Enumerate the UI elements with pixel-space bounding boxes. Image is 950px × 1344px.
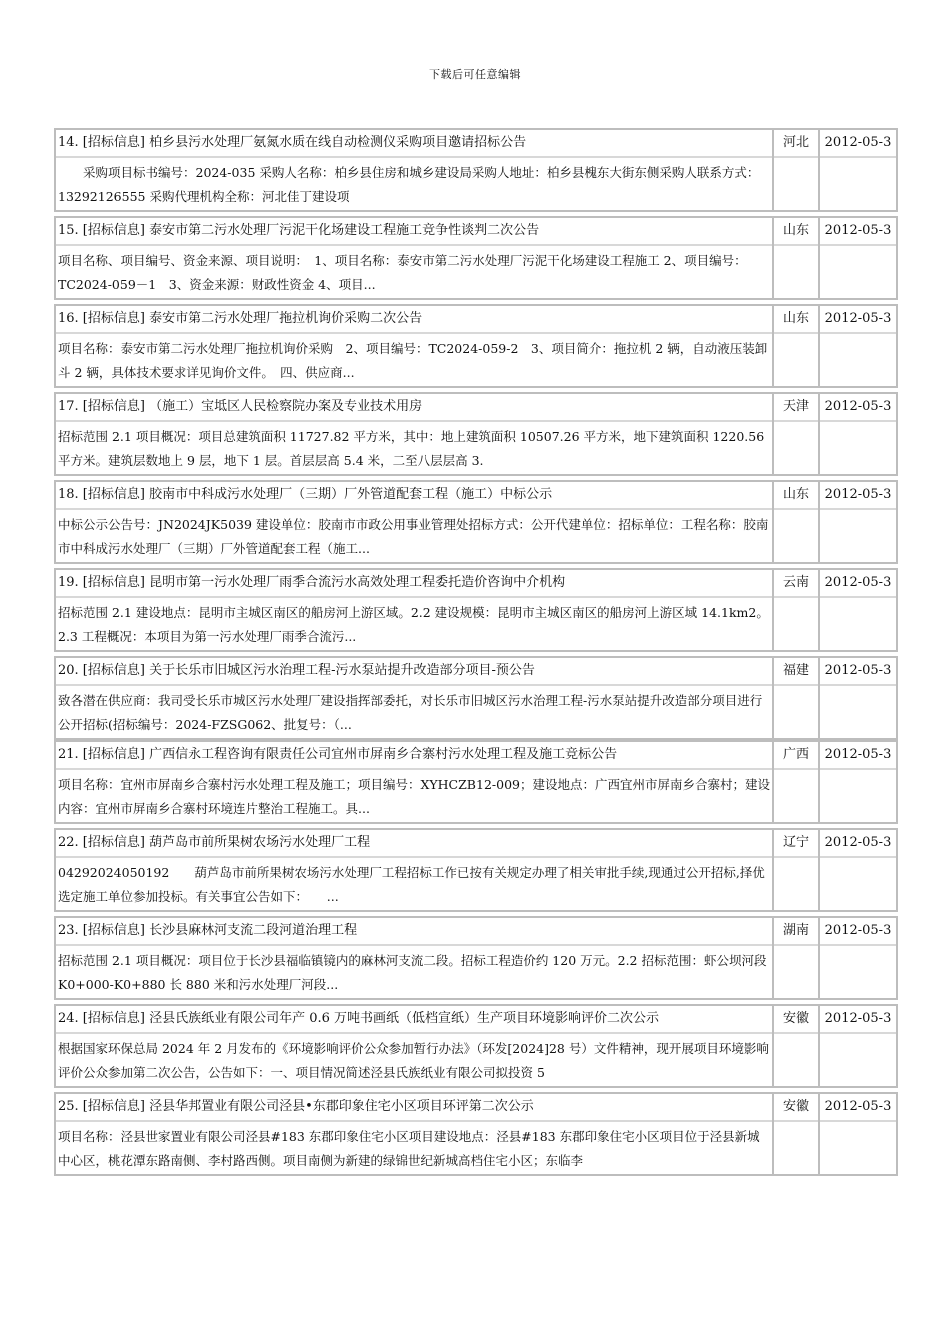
item-province: 安徽 (774, 1094, 818, 1122)
item-date: 2012-05-3 (820, 570, 896, 598)
item-description: 项目名称：泰安市第二污水处理厂拖拉机询价采购 2、项目编号：TC2024-059-2 3、项目简介：拖拉机 2 辆，自动液压装卸斗 2 辆，具体技术要求详见询价文件。 四、供应商... (58, 341, 768, 380)
item-province: 安徽 (774, 1006, 818, 1034)
item-date: 2012-05-3 (820, 830, 896, 858)
list-item (54, 828, 898, 912)
item-title[interactable]: 24. [招标信息] 泾县氏族纸业有限公司年产 0.6 万吨书画纸（低档宣纸）生产项目环境影响评价二次公示 (56, 1006, 772, 1034)
list-item (54, 128, 898, 212)
item-description: 项目名称：泾县世家置业有限公司泾县#183 东郡印象住宅小区项目建设地点：泾县#183 东郡印象住宅小区项目位于泾县新城中心区，桃花潭东路南侧、李村路西侧。项目南侧为新建的绿锦世纪新城高档住宅小区；东临李 (58, 1129, 760, 1168)
item-description: 中标公示公告号：JN2024JK5039 建设单位：胶南市市政公用事业管理处招标方式：公开代建单位：招标单位：工程名称：胶南市中科成污水处理厂（三期）厂外管道配套工程（施工... (58, 517, 769, 556)
item-province: 广西 (774, 742, 818, 770)
item-description: 项目名称、项目编号、资金来源、项目说明： 1、项目名称：泰安市第二污水处理厂污泥干化场建设工程施工 2、项目编号：TC2024-059－1 3、资金来源：财政性资金 4、项目... (58, 253, 747, 292)
list-item (54, 1092, 898, 1176)
item-title[interactable]: 25. [招标信息] 泾县华邦置业有限公司泾县•东郡印象住宅小区项目环评第二次公示 (56, 1094, 772, 1122)
item-date: 2012-05-3 (820, 218, 896, 246)
item-title[interactable]: 18. [招标信息] 胶南市中科成污水处理厂（三期）厂外管道配套工程（施工）中标公示 (56, 482, 772, 510)
item-description: 根据国家环保总局 2024 年 2 月发布的《环境影响评价公众参加暂行办法》（环发[2024]28 号）文件精神，现开展项目环境影响评价公众参加第二次公告，公告如下：一、项目情况简述泾县氏族纸业有限公司拟投资 5 (58, 1041, 769, 1080)
item-title[interactable]: 23. [招标信息] 长沙县麻林河支流二段河道治理工程 (56, 918, 772, 946)
list-item (54, 216, 898, 300)
item-title[interactable]: 15. [招标信息] 泰安市第二污水处理厂污泥干化场建设工程施工竞争性谈判二次公告 (56, 218, 772, 246)
item-date: 2012-05-3 (820, 742, 896, 770)
item-title[interactable]: 21. [招标信息] 广西信永工程咨询有限责任公司宜州市屏南乡合寨村污水处理工程及施工竞标公告 (56, 742, 772, 770)
item-date: 2012-05-3 (820, 394, 896, 422)
item-title[interactable]: 19. [招标信息] 昆明市第一污水处理厂雨季合流污水高效处理工程委托造价咨询中介机构 (56, 570, 772, 598)
item-title[interactable]: 16. [招标信息] 泰安市第二污水处理厂拖拉机询价采购二次公告 (56, 306, 772, 334)
item-province: 山东 (774, 218, 818, 246)
item-province: 天津 (774, 394, 818, 422)
item-province: 山东 (774, 482, 818, 510)
list-item (54, 916, 898, 1000)
item-date: 2012-05-3 (820, 306, 896, 334)
list-item (54, 656, 898, 740)
list-item (54, 480, 898, 564)
item-description: 04292024050192 葫芦岛市前所果树农场污水处理厂工程招标工作已按有关规定办理了相关审批手续,现通过公开招标,择优选定施工单位参加投标。有关事宜公告如下： ... (58, 865, 765, 904)
item-province: 辽宁 (774, 830, 818, 858)
item-date: 2012-05-3 (820, 1094, 896, 1122)
list-item (54, 392, 898, 476)
item-date: 2012-05-3 (820, 1006, 896, 1034)
list-item (54, 740, 898, 824)
item-province: 河北 (774, 130, 818, 158)
item-description: 招标范围 2.1 建设地点：昆明市主城区南区的船房河上游区域。2.2 建设规模：昆明市主城区南区的船房河上游区域 14.1km2。2.3 工程概况：本项目为第一污水处理厂雨季合流污... (58, 605, 769, 644)
item-province: 福建 (774, 658, 818, 686)
item-title[interactable]: 17. [招标信息] （施工）宝坻区人民检察院办案及专业技术用房 (56, 394, 772, 422)
item-description: 招标范围 2.1 项目概况：项目位于长沙县福临镇镜内的麻林河支流二段。招标工程造价约 120 万元。2.2 招标范围：虾公坝河段 K0+000-K0+880 长 880 米和污水处理厂河段... (58, 953, 767, 992)
list-item (54, 304, 898, 388)
item-province: 山东 (774, 306, 818, 334)
item-description: 招标范围 2.1 项目概况：项目总建筑面积 11727.82 平方米，其中：地上建筑面积 10507.26 平方米，地下建筑面积 1220.56 平方米。建筑层数地上 9 层，地下 1 层。首层层高 5.4 米，二至八层层高 3. (58, 429, 765, 468)
item-title[interactable]: 20. [招标信息] 关于长乐市旧城区污水治理工程-污水泵站提升改造部分项目-预公告 (56, 658, 772, 686)
item-date: 2012-05-3 (820, 918, 896, 946)
item-description: 项目名称：宜州市屏南乡合寨村污水处理工程及施工；项目编号：XYHCZB12-009；建设地点：广西宜州市屏南乡合寨村；建设内容：宜州市屏南乡合寨村环境连片整治工程施工。具... (58, 777, 770, 816)
page-header: 下载后可任意编辑 (429, 68, 521, 81)
item-province: 云南 (774, 570, 818, 598)
item-province: 湖南 (774, 918, 818, 946)
item-title[interactable]: 22. [招标信息] 葫芦岛市前所果树农场污水处理厂工程 (56, 830, 772, 858)
item-description: 采购项目标书编号：2024-035 采购人名称：柏乡县住房和城乡建设局采购人地址：柏乡县槐东大街东侧采购人联系方式：13292126555 采购代理机构全称：河北佳丁建设项 (58, 165, 760, 204)
item-title[interactable]: 14. [招标信息] 柏乡县污水处理厂氨氮水质在线自动检测仪采购项目邀请招标公告 (56, 130, 772, 158)
list-item (54, 1004, 898, 1088)
item-date: 2012-05-3 (820, 482, 896, 510)
tender-list (54, 128, 898, 1180)
item-date: 2012-05-3 (820, 658, 896, 686)
item-date: 2012-05-3 (820, 130, 896, 158)
item-description: 致各潜在供应商：我司受长乐市城区污水处理厂建设指挥部委托，对长乐市旧城区污水治理工程-污水泵站提升改造部分项目进行公开招标(招标编号：2024-FZSG062、批复号：（... (58, 693, 763, 732)
list-item (54, 568, 898, 652)
